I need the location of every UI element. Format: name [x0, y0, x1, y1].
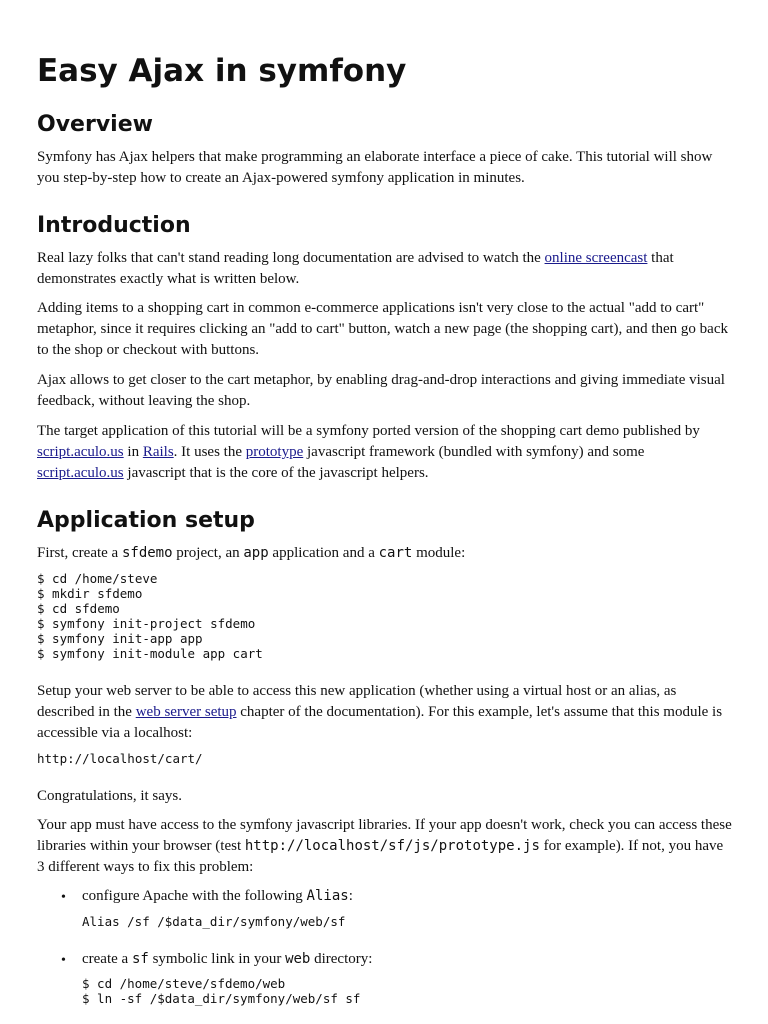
- introduction-heading: Introduction: [37, 213, 191, 238]
- online-screencast-link[interactable]: online screencast: [544, 250, 648, 266]
- intro-paragraph-1: Real lazy folks that can't stand reading long documentation are advised to watch the online screencast that demonstrates exactly what is written below.: [37, 250, 674, 287]
- bullet-2: •: [61, 953, 66, 968]
- setup-code-block: $ cd /home/steve $ mkdir sfdemo $ cd sfdemo $ symfony init-project sfdemo $ symfony init-app app $ symfony init-module app cart: [37, 571, 263, 661]
- setup-paragraph-3: Congratulations, it says.: [37, 788, 182, 804]
- list-item-2-code: $ cd /home/steve/sfdemo/web $ ln -sf /$data_dir/symfony/web/sf sf: [82, 976, 361, 1006]
- intro-paragraph-4: The target application of this tutorial will be a symfony ported version of the shopping cart demo published by script.aculo.us in Rails. It uses the prototype javascript framework (bundled with symfony) and some script.aculo.us javascript that is the core of the javascript helpers.: [37, 423, 700, 481]
- intro-paragraph-2: Adding items to a shopping cart in common e-commerce applications isn't very close to the actual "add to cart" metaphor, since it requires clicking an "add to cart" button, watch a new page (the shopping cart), and then go back to the shop or checkout with buttons.: [37, 300, 728, 358]
- scriptaculous-link-2[interactable]: script.aculo.us: [37, 465, 124, 481]
- localhost-url-code: http://localhost/cart/: [37, 751, 203, 766]
- setup-paragraph-4: Your app must have access to the symfony javascript libraries. If your app doesn't work, check you can access these libraries within your browser (test http://localhost/sf/js/prototype.js for example). If not, you have 3 different ways to fix this problem:: [37, 817, 732, 875]
- prototype-link[interactable]: prototype: [245, 444, 304, 460]
- scriptaculous-link[interactable]: script.aculo.us: [37, 444, 124, 460]
- rails-link[interactable]: Rails: [142, 444, 174, 460]
- intro-paragraph-3: Ajax allows to get closer to the cart metaphor, by enabling drag-and-drop interactions and giving immediate visual feedback, without leaving the shop.: [37, 372, 725, 409]
- setup-paragraph-2: Setup your web server to be able to access this new application (whether using a virtual host or an alias, as described in the web server setup chapter of the documentation). For this example, let's assume that this module is accessible via a localhost:: [37, 683, 723, 741]
- application-setup-heading: Application setup: [37, 508, 255, 533]
- bullet-1: •: [61, 890, 66, 905]
- overview-paragraph: Symfony has Ajax helpers that make programming an elaborate interface a piece of cake. This tutorial will show you step-by-step how to create an Ajax-powered symfony application in minutes.: [37, 149, 713, 186]
- setup-paragraph-1: First, create a sfdemo project, an app application and a cart module:: [37, 545, 466, 561]
- web-server-setup-link[interactable]: web server setup: [135, 704, 237, 720]
- page-title: Easy Ajax in symfony: [37, 53, 407, 89]
- list-item-2-text: create a sf symbolic link in your web directory:: [82, 951, 373, 967]
- list-item-1-code: Alias /sf /$data_dir/symfony/web/sf: [82, 914, 346, 929]
- list-item-1-text: configure Apache with the following Alias:: [82, 888, 353, 904]
- overview-heading: Overview: [37, 112, 153, 137]
